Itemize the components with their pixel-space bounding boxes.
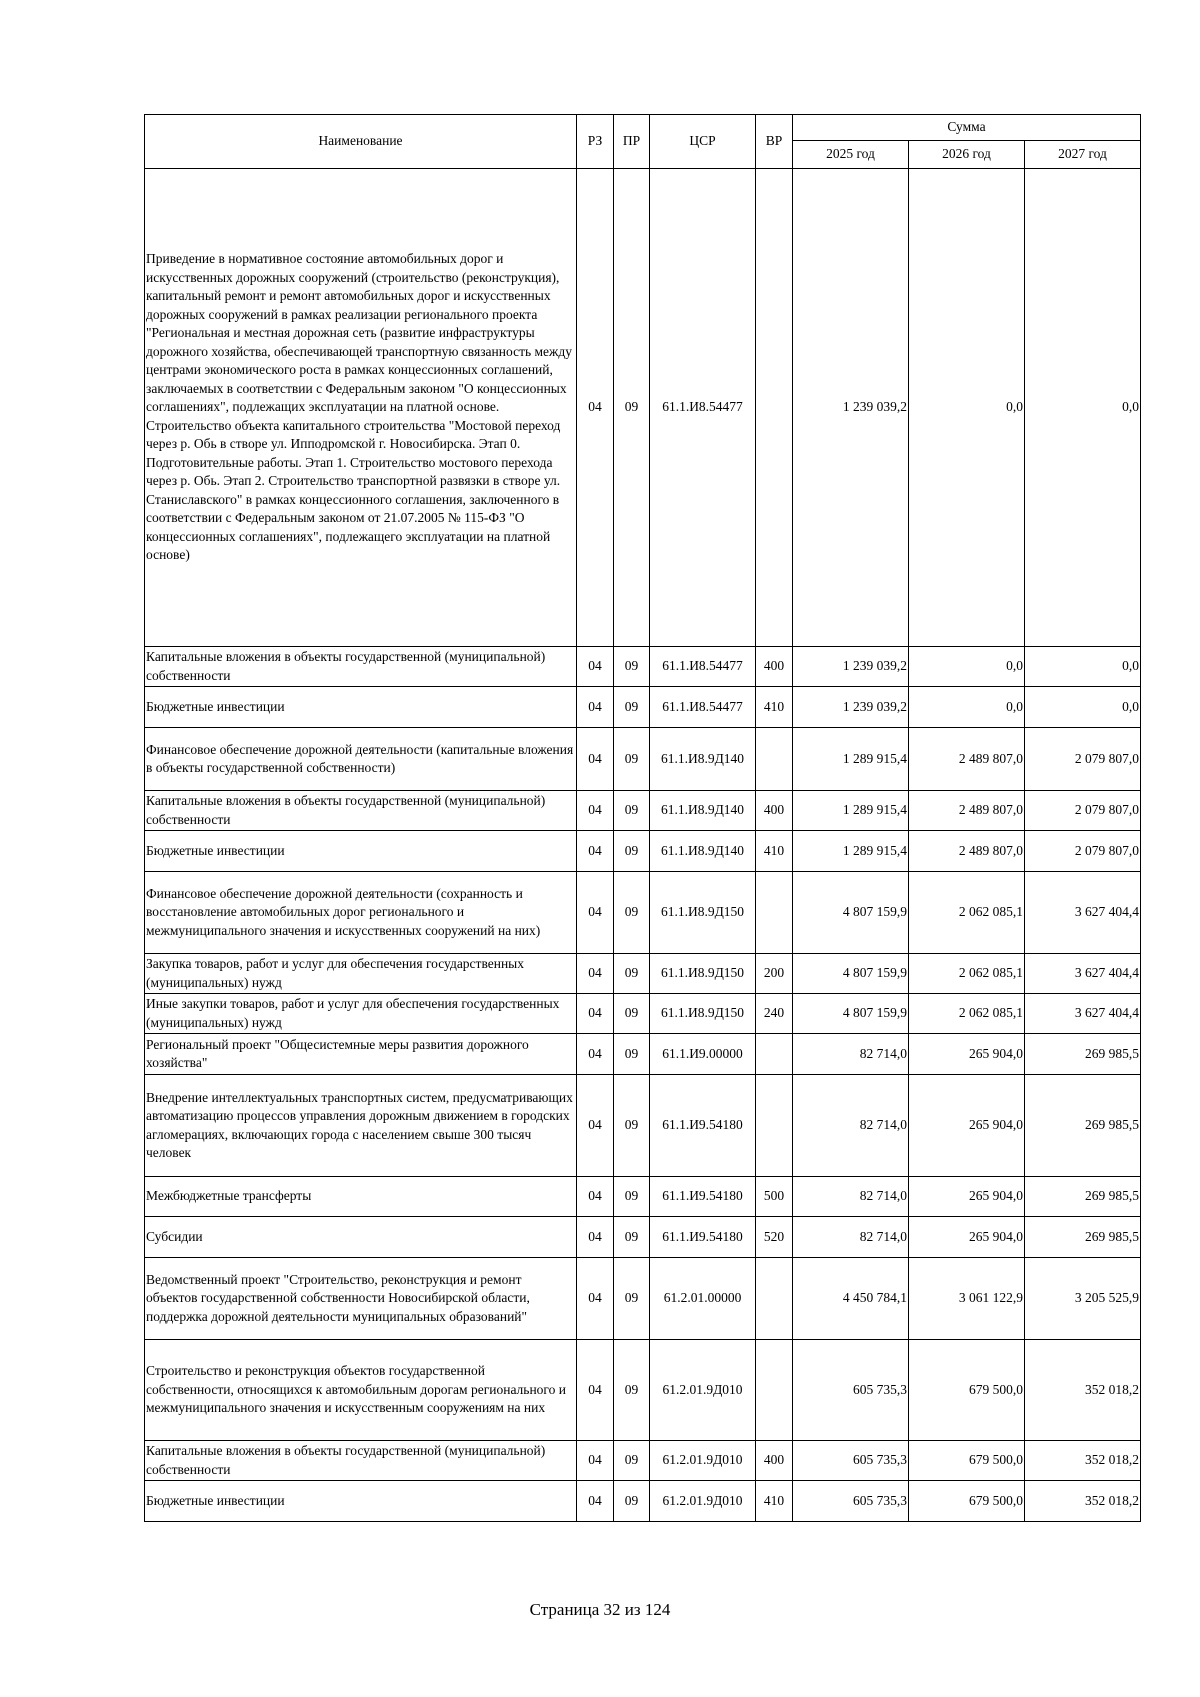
row-rz-cell: 04 (577, 1034, 614, 1075)
row-2027-cell: 3 627 404,4 (1025, 994, 1141, 1034)
row-2025-cell: 1 289 915,4 (793, 791, 909, 831)
row-2027-cell: 2 079 807,0 (1025, 831, 1141, 872)
row-2027-cell: 2 079 807,0 (1025, 728, 1141, 791)
row-pr-cell: 09 (614, 728, 650, 791)
row-pr-cell: 09 (614, 831, 650, 872)
row-name-cell: Капитальные вложения в объекты государственной (муниципальной) собственности (145, 647, 577, 687)
row-pr-cell: 09 (614, 1034, 650, 1075)
header-name: Наименование (145, 115, 577, 169)
row-vr-cell: 400 (756, 647, 793, 687)
table-row (145, 1481, 1141, 1522)
row-2026-cell: 265 904,0 (909, 1034, 1025, 1075)
row-pr-cell: 09 (614, 1258, 650, 1340)
row-vr-cell: 240 (756, 994, 793, 1034)
row-2025-cell: 605 735,3 (793, 1481, 909, 1522)
row-rz-cell: 04 (577, 1481, 614, 1522)
row-pr-cell: 09 (614, 1217, 650, 1258)
table-row (145, 791, 1141, 831)
row-2027-cell: 352 018,2 (1025, 1340, 1141, 1441)
row-2027-cell: 352 018,2 (1025, 1441, 1141, 1481)
row-csr-cell: 61.1.И8.9Д150 (650, 994, 756, 1034)
row-2027-cell: 3 627 404,4 (1025, 872, 1141, 954)
header-vr: ВР (756, 115, 793, 169)
row-2026-cell: 265 904,0 (909, 1075, 1025, 1177)
row-vr-cell: 410 (756, 687, 793, 728)
row-csr-cell: 61.1.И9.54180 (650, 1177, 756, 1217)
row-csr-cell: 61.2.01.9Д010 (650, 1481, 756, 1522)
row-name-cell: Бюджетные инвестиции (145, 687, 577, 728)
header-rz: РЗ (577, 115, 614, 169)
row-2026-cell: 2 489 807,0 (909, 728, 1025, 791)
row-pr-cell: 09 (614, 872, 650, 954)
row-rz-cell: 04 (577, 1441, 614, 1481)
row-name-cell: Капитальные вложения в объекты государственной (муниципальной) собственности (145, 791, 577, 831)
row-name-cell: Закупка товаров, работ и услуг для обеспечения государственных (муниципальных) нужд (145, 954, 577, 994)
table-row (145, 994, 1141, 1034)
header-year-2027: 2027 год (1025, 141, 1141, 169)
row-csr-cell: 61.1.И8.9Д140 (650, 831, 756, 872)
row-2027-cell: 0,0 (1025, 687, 1141, 728)
row-name-cell: Бюджетные инвестиции (145, 1481, 577, 1522)
row-name-cell: Иные закупки товаров, работ и услуг для обеспечения государственных (муниципальных) нужд (145, 994, 577, 1034)
row-2026-cell: 2 062 085,1 (909, 994, 1025, 1034)
row-2025-cell: 82 714,0 (793, 1177, 909, 1217)
table-row (145, 831, 1141, 872)
row-2026-cell: 679 500,0 (909, 1441, 1025, 1481)
row-pr-cell: 09 (614, 1075, 650, 1177)
row-rz-cell: 04 (577, 954, 614, 994)
row-csr-cell: 61.2.01.9Д010 (650, 1340, 756, 1441)
header-pr: ПР (614, 115, 650, 169)
table-row (145, 687, 1141, 728)
row-2025-cell: 605 735,3 (793, 1441, 909, 1481)
row-2025-cell: 82 714,0 (793, 1217, 909, 1258)
row-csr-cell: 61.2.01.00000 (650, 1258, 756, 1340)
row-pr-cell: 09 (614, 954, 650, 994)
row-name-cell: Внедрение интеллектуальных транспортных систем, предусматривающих автоматизацию процессов управления дорожным движением в городских агломерациях, включающих города с населением свыше 300 тысяч человек (145, 1075, 577, 1177)
row-2025-cell: 4 807 159,9 (793, 994, 909, 1034)
row-rz-cell: 04 (577, 1258, 614, 1340)
row-pr-cell: 09 (614, 791, 650, 831)
row-vr-cell: 500 (756, 1177, 793, 1217)
table-row (145, 728, 1141, 791)
row-vr-cell (756, 1258, 793, 1340)
row-csr-cell: 61.1.И9.54180 (650, 1075, 756, 1177)
row-rz-cell: 04 (577, 647, 614, 687)
row-pr-cell: 09 (614, 1441, 650, 1481)
row-2025-cell: 4 807 159,9 (793, 954, 909, 994)
row-rz-cell: 04 (577, 728, 614, 791)
row-csr-cell: 61.1.И8.54477 (650, 647, 756, 687)
row-csr-cell: 61.1.И8.54477 (650, 169, 756, 647)
row-2025-cell: 1 239 039,2 (793, 169, 909, 647)
row-name-cell: Субсидии (145, 1217, 577, 1258)
table-row (145, 1258, 1141, 1340)
row-csr-cell: 61.1.И9.00000 (650, 1034, 756, 1075)
row-csr-cell: 61.1.И9.54180 (650, 1217, 756, 1258)
row-name-cell: Бюджетные инвестиции (145, 831, 577, 872)
row-2027-cell: 269 985,5 (1025, 1034, 1141, 1075)
table-row (145, 169, 1141, 647)
row-name-cell: Приведение в нормативное состояние автомобильных дорог и искусственных дорожных сооружений (строительство (реконструкция), капитальный ремонт и ремонт автомобильных дорог и искусственных дорожных сооружений в рамках реализации регионального проекта "Региональная и местная дорожная сеть (развитие инфраструктуры дорожного хозяйства, обеспечивающей транспортную связанность между центрами экономического роста в рамках концессионных соглашений, заключаемых в соответствии с Федеральным законом "О концессионных соглашениях", подлежащих эксплуатации на платной основе. Строительство объекта капитального строительства "Мостовой переход через р. Обь в створе ул. Ипподромской г. Новосибирска. Этап 0. Подготовительные работы. Этап 1. Строительство мостового перехода через р. Обь. Этап 2. Строительство транспортной развязки в створе ул. Станиславского" в рамках концессионного соглашения, заключенного в соответствии с Федеральным законом от 21.07.2005 № 115-ФЗ "О концессионных соглашениях", подлежащего эксплуатации на платной основе) (145, 169, 577, 647)
row-pr-cell: 09 (614, 169, 650, 647)
table-row (145, 1217, 1141, 1258)
row-rz-cell: 04 (577, 1340, 614, 1441)
row-csr-cell: 61.1.И8.54477 (650, 687, 756, 728)
row-vr-cell: 400 (756, 1441, 793, 1481)
header-year-2026: 2026 год (909, 141, 1025, 169)
row-vr-cell (756, 1075, 793, 1177)
table-row (145, 872, 1141, 954)
row-rz-cell: 04 (577, 687, 614, 728)
row-rz-cell: 04 (577, 831, 614, 872)
row-rz-cell: 04 (577, 994, 614, 1034)
row-2027-cell: 3 205 525,9 (1025, 1258, 1141, 1340)
row-2025-cell: 1 289 915,4 (793, 728, 909, 791)
row-2025-cell: 82 714,0 (793, 1075, 909, 1177)
header-csr: ЦСР (650, 115, 756, 169)
row-2027-cell: 352 018,2 (1025, 1481, 1141, 1522)
row-vr-cell (756, 728, 793, 791)
row-2025-cell: 82 714,0 (793, 1034, 909, 1075)
table-row (145, 647, 1141, 687)
row-2026-cell: 3 061 122,9 (909, 1258, 1025, 1340)
row-2025-cell: 1 289 915,4 (793, 831, 909, 872)
row-2025-cell: 4 807 159,9 (793, 872, 909, 954)
row-2025-cell: 4 450 784,1 (793, 1258, 909, 1340)
table-row (145, 1340, 1141, 1441)
row-name-cell: Межбюджетные трансферты (145, 1177, 577, 1217)
row-vr-cell: 410 (756, 1481, 793, 1522)
row-2026-cell: 2 489 807,0 (909, 831, 1025, 872)
row-rz-cell: 04 (577, 1217, 614, 1258)
row-2026-cell: 265 904,0 (909, 1217, 1025, 1258)
row-vr-cell: 400 (756, 791, 793, 831)
row-rz-cell: 04 (577, 1075, 614, 1177)
row-pr-cell: 09 (614, 687, 650, 728)
row-name-cell: Региональный проект "Общесистемные меры развития дорожного хозяйства" (145, 1034, 577, 1075)
row-name-cell: Капитальные вложения в объекты государственной (муниципальной) собственности (145, 1441, 577, 1481)
row-rz-cell: 04 (577, 872, 614, 954)
row-2027-cell: 3 627 404,4 (1025, 954, 1141, 994)
budget-table (144, 114, 1141, 1522)
row-pr-cell: 09 (614, 1340, 650, 1441)
table-row (145, 1075, 1141, 1177)
row-vr-cell: 200 (756, 954, 793, 994)
header-year-2025: 2025 год (793, 141, 909, 169)
row-pr-cell: 09 (614, 647, 650, 687)
row-2026-cell: 0,0 (909, 169, 1025, 647)
row-2026-cell: 0,0 (909, 687, 1025, 728)
table-row (145, 954, 1141, 994)
row-2027-cell: 269 985,5 (1025, 1177, 1141, 1217)
row-name-cell: Финансовое обеспечение дорожной деятельности (капитальные вложения в объекты государственной собственности) (145, 728, 577, 791)
row-rz-cell: 04 (577, 791, 614, 831)
row-2026-cell: 2 489 807,0 (909, 791, 1025, 831)
row-csr-cell: 61.1.И8.9Д150 (650, 872, 756, 954)
row-2025-cell: 1 239 039,2 (793, 687, 909, 728)
row-2025-cell: 605 735,3 (793, 1340, 909, 1441)
table-row (145, 1034, 1141, 1075)
row-2026-cell: 679 500,0 (909, 1481, 1025, 1522)
row-csr-cell: 61.1.И8.9Д140 (650, 728, 756, 791)
row-2027-cell: 269 985,5 (1025, 1217, 1141, 1258)
row-rz-cell: 04 (577, 169, 614, 647)
row-2025-cell: 1 239 039,2 (793, 647, 909, 687)
row-2027-cell: 0,0 (1025, 647, 1141, 687)
row-name-cell: Ведомственный проект "Строительство, реконструкция и ремонт объектов государственной собственности Новосибирской области, поддержка дорожной деятельности муниципальных образований" (145, 1258, 577, 1340)
row-2026-cell: 0,0 (909, 647, 1025, 687)
row-2026-cell: 265 904,0 (909, 1177, 1025, 1217)
table-row (145, 1441, 1141, 1481)
table-row (145, 1177, 1141, 1217)
row-vr-cell: 520 (756, 1217, 793, 1258)
row-rz-cell: 04 (577, 1177, 614, 1217)
row-csr-cell: 61.2.01.9Д010 (650, 1441, 756, 1481)
row-vr-cell: 410 (756, 831, 793, 872)
header-sum: Сумма (793, 115, 1141, 141)
row-name-cell: Финансовое обеспечение дорожной деятельности (сохранность и восстановление автомобильных дорог регионального и межмуниципального значения и искусственных сооружений на них) (145, 872, 577, 954)
row-vr-cell (756, 1340, 793, 1441)
row-csr-cell: 61.1.И8.9Д140 (650, 791, 756, 831)
row-2026-cell: 679 500,0 (909, 1340, 1025, 1441)
row-2026-cell: 2 062 085,1 (909, 872, 1025, 954)
row-pr-cell: 09 (614, 1481, 650, 1522)
row-pr-cell: 09 (614, 994, 650, 1034)
row-csr-cell: 61.1.И8.9Д150 (650, 954, 756, 994)
row-vr-cell (756, 169, 793, 647)
row-name-cell: Строительство и реконструкция объектов государственной собственности, относящихся к автомобильным дорогам регионального и межмуниципального значения и искусственным сооружениям на них (145, 1340, 577, 1441)
row-2027-cell: 269 985,5 (1025, 1075, 1141, 1177)
row-2027-cell: 2 079 807,0 (1025, 791, 1141, 831)
row-vr-cell (756, 872, 793, 954)
row-2026-cell: 2 062 085,1 (909, 954, 1025, 994)
row-2027-cell: 0,0 (1025, 169, 1141, 647)
page-footer: Страница 32 из 124 (529, 1600, 671, 1619)
row-vr-cell (756, 1034, 793, 1075)
table-body (145, 169, 1141, 1522)
row-pr-cell: 09 (614, 1177, 650, 1217)
